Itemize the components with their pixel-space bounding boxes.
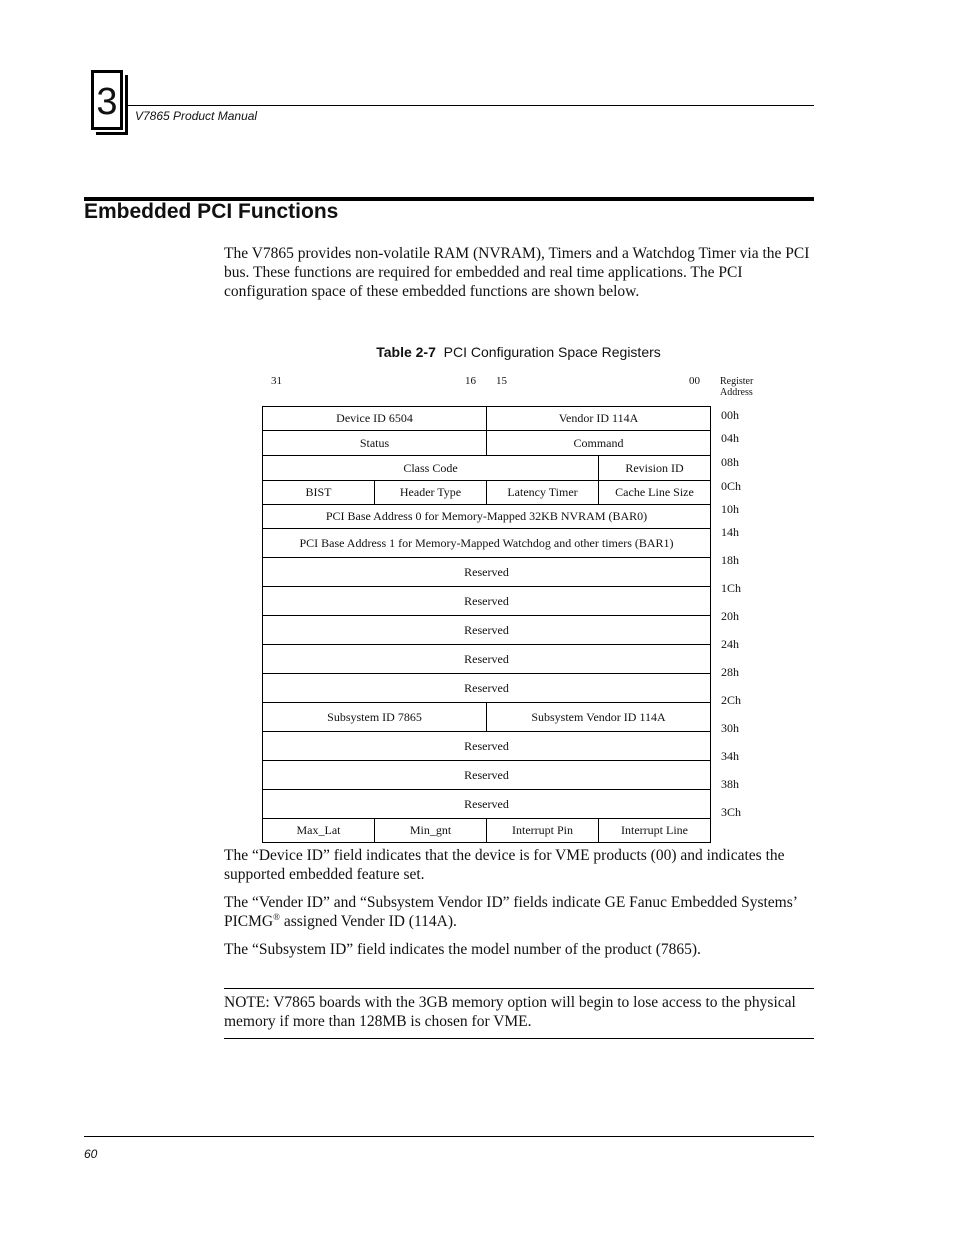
register-address: 10h: [721, 502, 739, 516]
register-field: Reserved: [263, 645, 711, 674]
table-caption-label: Table 2-7: [376, 344, 436, 360]
register-row: [263, 790, 711, 819]
register-address: 18h: [721, 553, 739, 567]
register-row: [263, 431, 711, 456]
register-field: Vendor ID 114A: [487, 407, 711, 431]
register-row: [263, 761, 711, 790]
register-row: [263, 558, 711, 587]
register-field: Header Type: [375, 481, 487, 505]
register-field: Reserved: [263, 674, 711, 703]
register-address: 14h: [721, 525, 739, 539]
note-text: NOTE: V7865 boards with the 3GB memory option will begin to lose access to the physical memory if more than 128MB is chosen for VME.: [224, 994, 796, 1030]
table-caption-text: PCI Configuration Space Registers: [443, 344, 661, 360]
register-address: 38h: [721, 777, 739, 791]
register-row: [263, 645, 711, 674]
bit-label-15: 15: [496, 375, 507, 387]
bit-label-00: 00: [689, 375, 700, 387]
register-field: Class Code: [263, 456, 599, 481]
bit-label-16: 16: [465, 375, 476, 387]
register-field: Subsystem ID 7865: [263, 703, 487, 732]
register-field: Reserved: [263, 732, 711, 761]
register-address: 0Ch: [721, 479, 742, 493]
register-field: Reserved: [263, 790, 711, 819]
register-field: Command: [487, 431, 711, 456]
register-field: PCI Base Address 0 for Memory-Mapped 32KB NVRAM (BAR0): [263, 505, 711, 529]
register-row: [263, 674, 711, 703]
register-field: Device ID 6504: [263, 407, 487, 431]
vendor-id-text-start: The “Vender ID” and “Subsystem Vendor ID” fields indicate GE Fanuc Embedded Systems’ PICMG: [224, 894, 797, 930]
table-caption: [0, 344, 954, 360]
chapter-number: 3: [96, 81, 118, 123]
register-field: Cache Line Size: [599, 481, 711, 505]
footer-rule: [84, 1136, 814, 1137]
register-address: 34h: [721, 749, 739, 763]
register-row: [263, 407, 711, 431]
register-address-heading: Register Address: [720, 376, 754, 398]
note-bottom-rule: [224, 1038, 814, 1039]
register-field: Reserved: [263, 558, 711, 587]
register-address: 3Ch: [721, 805, 742, 819]
register-address: 2Ch: [721, 693, 742, 707]
register-field: Status: [263, 431, 487, 456]
register-row: [263, 505, 711, 529]
register-field: Reserved: [263, 616, 711, 645]
register-address: 30h: [721, 721, 739, 735]
register-field: Subsystem Vendor ID 114A: [487, 703, 711, 732]
register-address: 20h: [721, 609, 739, 623]
register-field: Max_Lat: [263, 819, 375, 843]
registered-mark: ®: [273, 911, 280, 922]
register-address: 08h: [721, 455, 739, 469]
device-id-paragraph: The “Device ID” field indicates that the device is for VME products (00) and indicates the supported embedded feature set.: [224, 847, 785, 883]
manual-title: V7865 Product Manual: [135, 109, 258, 123]
register-field: Min_gnt: [375, 819, 487, 843]
intro-paragraph: The V7865 provides non-volatile RAM (NVRAM), Timers and a Watchdog Timer via the PCI bus. These functions are required for embedded and real time applications. The PCI configuration space of these embedded functions are shown below.: [224, 245, 810, 300]
register-field: Interrupt Line: [599, 819, 711, 843]
register-address: 28h: [721, 665, 739, 679]
note-top-rule: [224, 988, 814, 989]
register-field: Reserved: [263, 761, 711, 790]
register-address: 24h: [721, 637, 739, 651]
pci-config-table: [262, 406, 711, 843]
register-row: [263, 732, 711, 761]
register-row: [263, 481, 711, 505]
page-number: 60: [84, 1147, 98, 1161]
register-field: Revision ID: [599, 456, 711, 481]
register-field: Latency Timer: [487, 481, 599, 505]
register-row: [263, 703, 711, 732]
subsystem-id-paragraph: The “Subsystem ID” field indicates the model number of the product (7865).: [224, 941, 701, 958]
section-title: Embedded PCI Functions: [84, 200, 339, 223]
chapter-tab: [91, 70, 123, 130]
register-address: 00h: [721, 408, 739, 422]
register-row: [263, 529, 711, 558]
register-address: 04h: [721, 431, 739, 445]
register-row: [263, 616, 711, 645]
register-row: [263, 819, 711, 843]
register-row: [263, 456, 711, 481]
header-rule: [128, 105, 814, 106]
bit-label-31: 31: [271, 375, 282, 387]
vendor-id-paragraph: [224, 893, 814, 931]
register-field: BIST: [263, 481, 375, 505]
register-field: Interrupt Pin: [487, 819, 599, 843]
register-address: 1Ch: [721, 581, 742, 595]
register-field: PCI Base Address 1 for Memory-Mapped Watchdog and other timers (BAR1): [263, 529, 711, 558]
register-row: [263, 587, 711, 616]
vendor-id-text-end: assigned Vender ID (114A).: [279, 913, 457, 930]
register-field: Reserved: [263, 587, 711, 616]
